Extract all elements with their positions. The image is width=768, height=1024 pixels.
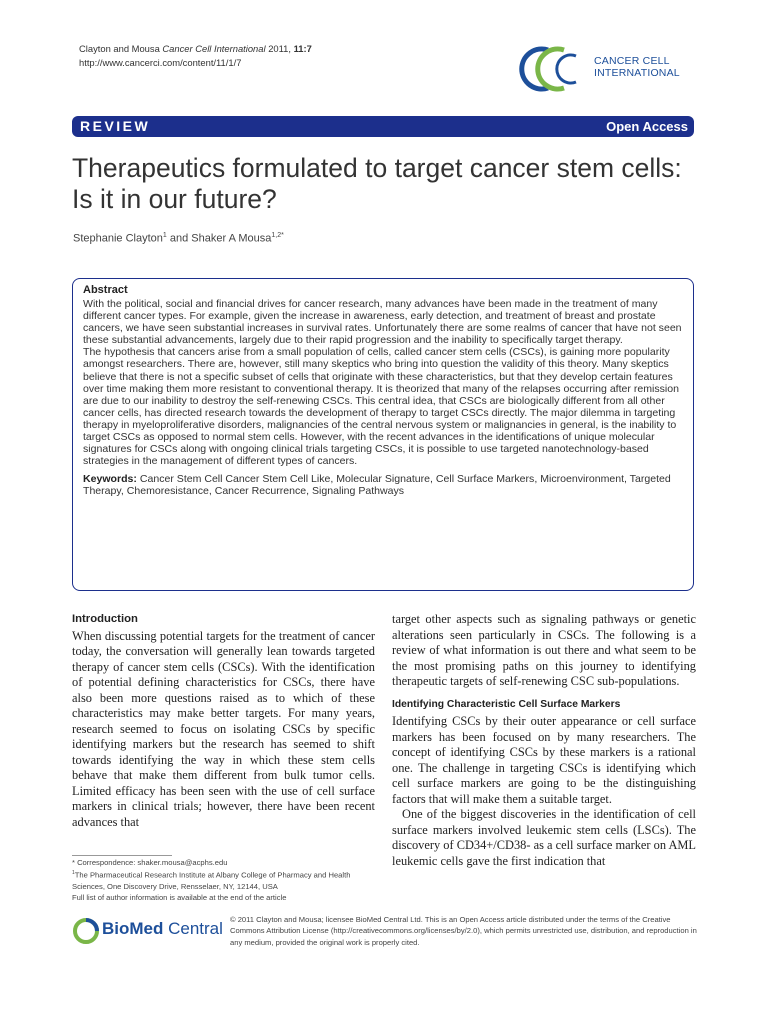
- article-type-bar: [72, 116, 694, 137]
- publisher-name-biomed: BioMed: [102, 919, 164, 938]
- abstract-box: [72, 278, 694, 591]
- citation-line: [79, 42, 312, 56]
- keywords-list: Cancer Stem Cell Cancer Stem Cell Like, Molecular Signature, Cell Surface Markers, Microenvironment, Targeted Therapy, Chemoresistance, Cancer Recurrence, Signaling Pathways: [83, 473, 671, 498]
- copyright-notice: © 2011 Clayton and Mousa; licensee BioMed Central Ltd. This is an Open Access article distributed under the terms of the Creative Commons Attribution License (http://creativecommons.org/licenses/by/2.0), which permits unrestricted use, distribution, and reproduction in any medium, provided the original work is properly cited.: [230, 915, 697, 947]
- citation-issue: :7: [303, 43, 312, 54]
- article-title: Therapeutics formulated to target cancer stem cells: Is it in our future?: [72, 153, 682, 214]
- biomed-central-icon: [72, 917, 100, 945]
- section-heading-cell-surface-markers: Identifying Characteristic Cell Surface Markers: [392, 698, 621, 710]
- publisher-name-central: Central: [163, 919, 223, 938]
- author-2-affiliation: 1,2*: [271, 232, 284, 239]
- journal-logo: [518, 44, 698, 94]
- publisher-name: [102, 919, 223, 939]
- citation-volume: 11: [293, 43, 304, 54]
- abstract-heading: Abstract: [83, 284, 128, 296]
- footnote-divider: [72, 855, 172, 856]
- right-paragraph-2: Identifying CSCs by their outer appearance or cell surface markers has been focused on by many researchers. The concept of identifying CSCs by these markers is a rational one. The challenge in targeting CSCs is identifying which cell surface markers are going to be the distinguishing factors that will make them a suitable target.: [392, 714, 696, 806]
- logo-line-1: CANCER CELL: [594, 55, 670, 67]
- citation-year: 2011,: [268, 43, 291, 54]
- intro-paragraph: When discussing potential targets for the treatment of cancer today, the conversation will generally lean towards targeted therapy of cancer stem cells (CSCs). With the identification of potential defining characteristics for CSCs, there have also been more questions raised as to which of these characteristics may make better targets. For many years, research seemed to focus on isolating CSCs by specific identifying markers but the research has seemed to shift towards identifying the way in which these stem cells behave that make them different from bulk tumor cells. Limited efficacy has been seen with the use of cell surface markers in clinical trials; however, there have been recent advances that: [72, 628, 375, 829]
- keywords-label: Keywords:: [83, 473, 137, 486]
- abstract-paragraph-1: With the political, social and financial drives for cancer research, many advances have been made in the treatment of many different cancer types. For example, given the increase in awareness, early detection, and treatment of breast and prostate cancers, we have seen substantial increases in survival rates. Unfortunately there are some realms of cancer that have not seen these substantial advancements, largely due to their rapid progression and the inability to specifically target therapy.: [83, 298, 682, 347]
- citation-authors: Clayton and Mousa: [79, 43, 160, 54]
- author-conjunction: and: [166, 232, 192, 245]
- journal-logo-icon: [518, 44, 594, 94]
- correspondence-note: * Correspondence: shaker.mousa@acphs.edu: [72, 858, 228, 867]
- logo-line-2: INTERNATIONAL: [594, 67, 680, 79]
- footnotes: [72, 857, 382, 903]
- affiliation-sup: 1: [72, 870, 75, 877]
- keywords: [83, 473, 685, 497]
- open-access-label: Open Access: [606, 119, 688, 134]
- article-url-link[interactable]: http://www.cancerci.com/content/11/1/7: [79, 57, 242, 68]
- author-1-affiliation: 1: [162, 232, 167, 239]
- intro-heading: Introduction: [72, 613, 138, 625]
- article-type-label: REVIEW: [80, 118, 151, 134]
- journal-logo-text: [594, 55, 680, 79]
- body-column-left: [72, 612, 375, 830]
- citation-journal: Cancer Cell International: [162, 43, 266, 54]
- author-info-note: Full list of author information is available at the end of the article: [72, 893, 287, 903]
- affiliation-note: [72, 868, 382, 892]
- author-1[interactable]: Stephanie Clayton: [73, 232, 163, 245]
- right-paragraph-3: One of the biggest discoveries in the identification of cell surface markers involved leukemic stem cells (LSCs). The discovery of CD34+/CD38- as a cell surface marker on AML leukemic cells gave the first indication that: [392, 807, 696, 868]
- body-column-right: [392, 612, 696, 869]
- right-paragraph-1: target other aspects such as signaling pathways or genetic alterations seen particularly in CSCs. The following is a review of what information is out there and what seem to be the most promising paths on this journey to identifying therapeutic targets of self-renewing CSC sub-populations.: [392, 612, 696, 688]
- citation-header: [79, 42, 312, 70]
- abstract-paragraph-2: The hypothesis that cancers arise from a small population of cells, called cancer stem cells (CSCs), is gaining more popularity amongst researchers. There are, however, still many skeptics who bring into question the validity of this theory. Many skeptics believe that there is not a specific subset of cells that originate with these characteristics, but that they develop certain features over time making them more resistant to conventional therapy. It is theorized that many of the relapses occurring after remission are due to our inability to destroy the self-renewing CSCs. This central idea, that CSCs are biologically different from all other cancer cells, has directed research towards the development of therapy to target CSCs directly. The major dilemma in targeting therapy in myeloproliferative disorders, malignancies of the central nervous system or malignancies in general, is the inability to target CSCs as opposed to normal stem cells. However, with the recent advances in the identifications of unique molecular signatures for CSCs along with ongoing clinical trials targeting CSCs, it is possible to use targeted nanotechnology-based strategies in the management of different types of cancers.: [83, 346, 679, 468]
- author-list: [73, 232, 284, 245]
- publisher-logo: [72, 914, 222, 954]
- affiliation-text: The Pharmaceutical Research Institute at Albany College of Pharmacy and Health Sciences, One Discovery Drive, Rensselaer, NY, 12144, USA: [72, 870, 351, 891]
- author-2[interactable]: Shaker A Mousa: [191, 232, 272, 245]
